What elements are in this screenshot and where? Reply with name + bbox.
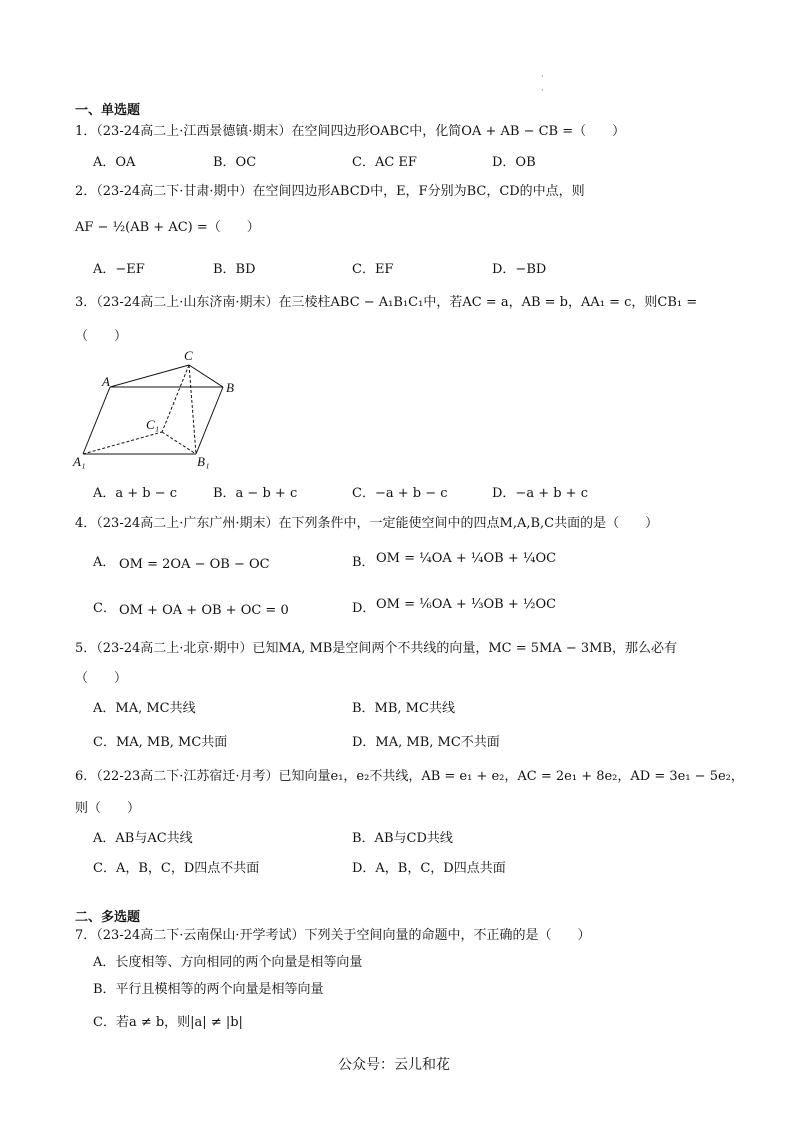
question-2-stem-formula: AF − ½(AB + AC) =（ ） <box>75 220 260 235</box>
question-7-option-c: C．若a ≠ b，则|a| ≠ |b| <box>93 1015 243 1030</box>
question-1-option-c: C．AC EF <box>352 155 417 170</box>
question-4-option-c: OM + OA + OB + OC = 0 <box>119 603 289 618</box>
page-mark: · · <box>541 72 544 96</box>
question-4-option-a-label: A． <box>93 555 116 570</box>
question-3-stem-paren: （ ） <box>75 329 128 344</box>
label-B1: B₁ <box>197 454 210 469</box>
edge-B-B1 <box>196 387 223 454</box>
label-A1: A₁ <box>73 454 86 469</box>
question-4-option-b: OM = ¼OA + ¼OB + ¼OC <box>376 551 557 566</box>
footer-text: 公众号：云儿和花 <box>338 1057 450 1073</box>
question-6-option-c: C．A，B，C，D四点不共面 <box>93 861 260 876</box>
edge-C-C1 <box>162 365 189 432</box>
question-7-stem: 7．（23-24高二下·云南保山·开学考试）下列关于空间向量的命题中，不正确的是（ ） <box>75 928 591 943</box>
question-6-option-d: D．A，B，C，D四点共面 <box>352 861 506 876</box>
question-2-option-d: D．−BD <box>492 262 547 277</box>
question-4-option-d: OM = ⅙OA + ⅓OB + ½OC <box>376 597 557 612</box>
edge-A-A1 <box>83 387 110 454</box>
question-3-option-b: B．a − b + c <box>213 486 298 501</box>
question-7-option-a: A．长度相等、方向相同的两个向量是相等向量 <box>93 955 363 970</box>
section-heading-multi: 二、多选题 <box>75 910 141 925</box>
question-6-stem: 6．（22-23高二下·江苏宿迁·月考）已知向量e₁，e₂不共线，AB = e₁ + e₂，AC = 2e₁ + 8e₂，AD = 3e₁ − 5e₂， <box>75 769 744 784</box>
question-5-stem: 5．（23-24高二上·北京·期中）已知MA, MB是空间两个不共线的向量，MC = 5MA − 3MB，那么必有 <box>75 641 678 656</box>
question-5-option-b: B．MB, MC共线 <box>352 701 455 716</box>
diagonal-C-B1 <box>189 365 196 454</box>
question-2-option-a: A．−EF <box>93 262 145 277</box>
edge-A-C <box>110 365 189 387</box>
edge-A1-C1 <box>83 432 162 454</box>
question-1-option-b: B．OC <box>213 155 257 170</box>
question-7-option-b: B．平行且模相等的两个向量是相等向量 <box>93 982 324 997</box>
question-3-stem: 3．（23-24高二上·山东济南·期末）在三棱柱ABC − A₁B₁C₁中，若AC = a，AB = b，AA₁ = c，则CB₁ = <box>75 295 698 310</box>
question-1-option-d: D．OB <box>492 155 536 170</box>
prism-figure <box>70 345 250 470</box>
question-3-option-d: D．−a + b + c <box>492 486 588 501</box>
question-4-option-c-label: C． <box>93 601 116 616</box>
question-1-option-a: A．OA <box>93 155 136 170</box>
question-6-option-a: A．AB与AC共线 <box>93 831 193 846</box>
question-5-option-a: A．MA, MC共线 <box>93 701 196 716</box>
section-heading-single: 一、单选题 <box>75 103 141 118</box>
question-4-option-a: OM = 2OA − OB − OC <box>119 557 270 572</box>
question-4-option-d-label: D． <box>352 601 376 616</box>
question-3-option-a: A．a + b − c <box>93 486 178 501</box>
question-5-option-c: C．MA, MB, MC共面 <box>93 735 228 750</box>
label-C: C <box>184 348 193 363</box>
question-1-stem: 1．（23-24高二上·江西景德镇·期末）在空间四边形OABC中，化简OA + AB − CB =（ ） <box>75 124 626 139</box>
question-4-stem: 4．（23-24高二上·广东广州·期末）在下列条件中，一定能使空间中的四点M,A,B,C共面的是（ ） <box>75 516 659 531</box>
label-A: A <box>102 374 110 389</box>
edge-C-B <box>189 365 223 387</box>
question-6-stem-then: 则（ ） <box>75 801 141 816</box>
label-B: B <box>226 380 234 395</box>
question-2-stem: 2．（23-24高二下·甘肃·期中）在空间四边形ABCD中，E，F分别为BC，CD的中点，则 <box>75 184 585 199</box>
question-3-option-c: C．−a + b − c <box>352 486 448 501</box>
question-5-stem-paren: （ ） <box>75 671 128 686</box>
label-C1: C₁ <box>146 417 160 432</box>
question-6-option-b: B．AB与CD共线 <box>352 831 453 846</box>
question-2-option-c: C．EF <box>352 262 394 277</box>
question-5-option-d: D．MA, MB, MC不共面 <box>352 735 500 750</box>
question-4-option-b-label: B． <box>352 555 375 570</box>
question-2-option-b: B．BD <box>213 262 256 277</box>
edge-C1-B1 <box>162 432 196 454</box>
